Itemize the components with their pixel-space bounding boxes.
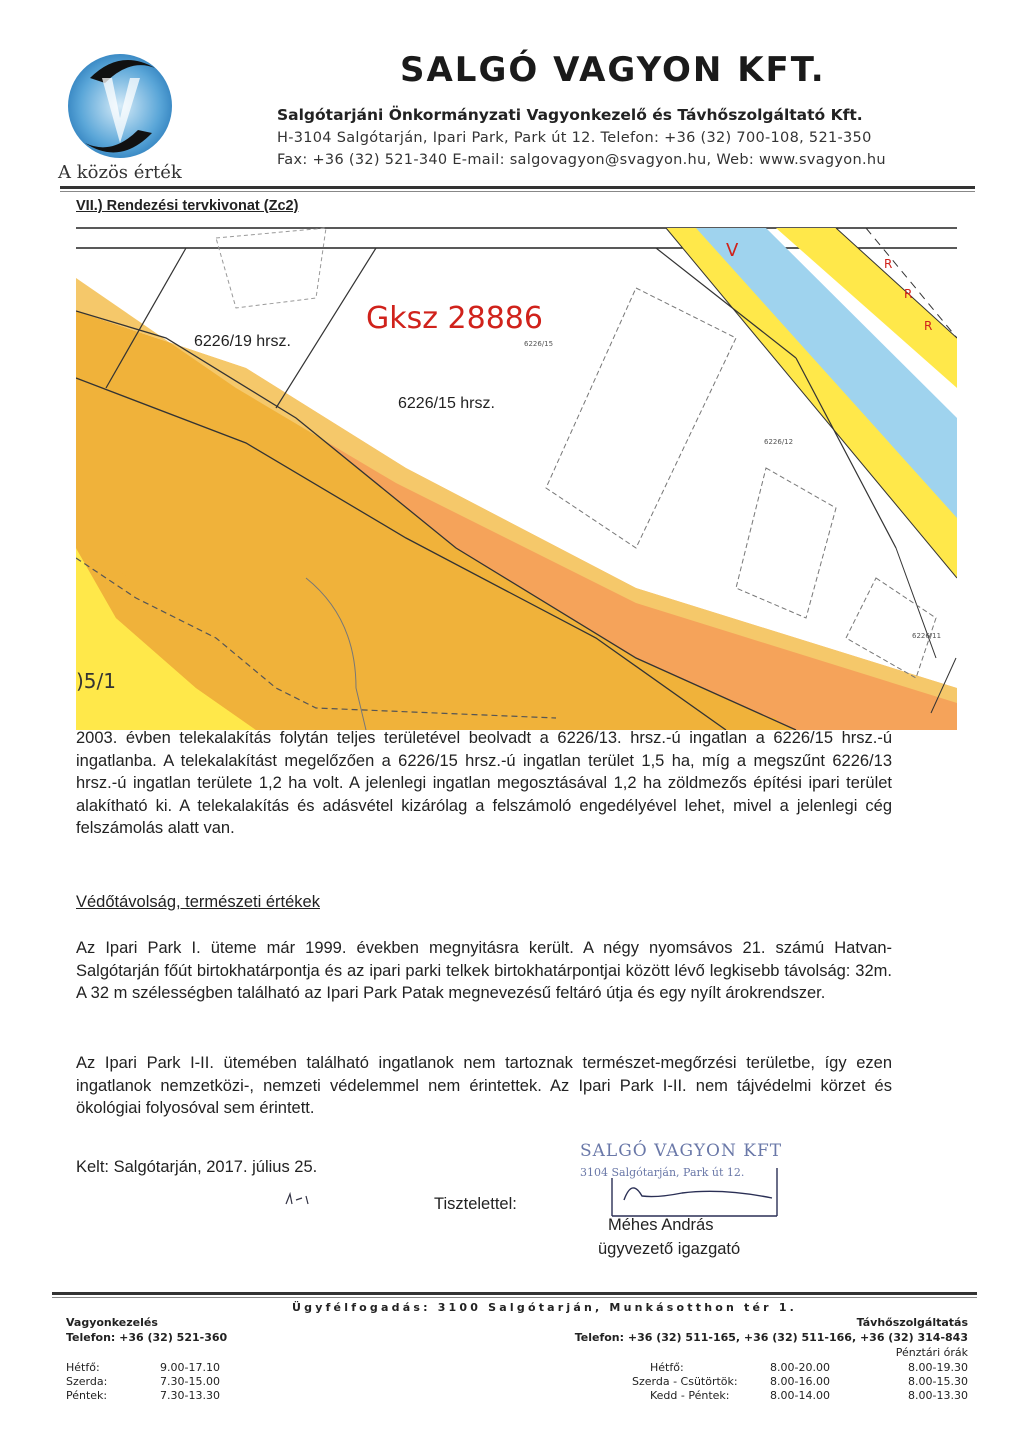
company-fax-email: Fax: +36 (32) 521-340 E-mail: salgovagyon@svagyon.hu, Web: www.svagyon.hu: [277, 152, 886, 168]
initials-signature: [282, 1186, 322, 1210]
footer-left-time: 7.30-15.00: [160, 1375, 220, 1388]
map-parcel-19: 6226/19 hrsz.: [194, 333, 291, 350]
company-name: SALGÓ VAGYON KFT.: [400, 50, 826, 90]
footer-right-day: Szerda - Csütörtök:: [632, 1375, 738, 1388]
paragraph-land-division: 2003. évben telekalakítás folytán teljes területével beolvadt a 6226/13. hrsz.-ú ingatlan a 6226/15 hrsz.-ú ingatlanba. A telekalakítást megelőzően a 6226/15 hrsz.-ú ingatlan terület 1,5 ha, míg a megszűnt 6226/13 hrsz.-ú ingatlan területe 1,2 ha volt. A jelenlegi ingatlan megosztásával 1,2 ha zöldmezős építési ipari terület alakítható ki. A telekalakítás és adásvétel kizárólag a felszámoló engedélyével lehet, mivel a jelenlegi cég felszámolás alatt van.: [76, 729, 892, 837]
footer-left-day: Hétfő:: [66, 1361, 100, 1374]
footer-left-time: 9.00-17.10: [160, 1361, 220, 1374]
section-title: VII.) Rendezési tervkivonat (Zc2): [76, 198, 299, 214]
footer-right-time: 8.00-14.00: [770, 1389, 830, 1402]
svg-text:3104 Salgótarján, Park út 12.: 3104 Salgótarján, Park út 12.: [580, 1166, 745, 1179]
map-road-letter: V: [726, 240, 739, 261]
svg-text:SALGÓ VAGYON KFT: SALGÓ VAGYON KFT: [580, 1141, 783, 1161]
footer-left-day: Péntek:: [66, 1389, 108, 1402]
date-line: Kelt: Salgótarján, 2017. július 25.: [76, 1158, 318, 1176]
footer-divider-thin: [52, 1297, 977, 1298]
closing-regards: Tisztelettel:: [434, 1195, 517, 1213]
footer-right-cashier: 8.00-13.30: [908, 1389, 968, 1402]
company-subtitle: Salgótarjáni Önkormányzati Vagyonkezelő és Távhőszolgáltató Kft.: [277, 106, 863, 124]
map-r-mark: R: [884, 257, 893, 271]
map-parcel-small-11: 6226/11: [912, 632, 942, 640]
footer-right-time: 8.00-20.00: [770, 1361, 830, 1374]
map-r-mark: R: [904, 287, 913, 301]
footer-left-time: 7.30-13.30: [160, 1389, 220, 1402]
footer-cashier-label: Pénztári órák: [895, 1346, 968, 1359]
footer-left-title: Vagyonkezelés: [66, 1316, 158, 1329]
map-parcel-small-12: 6226/12: [764, 438, 794, 446]
footer-right-time: 8.00-16.00: [770, 1375, 830, 1388]
map-parcel-small: 6226/15: [524, 340, 554, 348]
footer-right-title: Távhőszolgáltatás: [856, 1316, 968, 1329]
signer-name: Méhes András: [608, 1216, 714, 1234]
heading-protection: Védőtávolság, természeti értékek: [76, 893, 320, 911]
footer-left-phone: Telefon: +36 (32) 521-360: [66, 1331, 228, 1344]
signer-title: ügyvezető igazgató: [598, 1240, 741, 1258]
footer-right-phone: Telefon: +36 (32) 511-165, +36 (32) 511-166, +36 (32) 314-843: [574, 1331, 968, 1344]
map-edge-label: )5/1: [76, 669, 116, 693]
company-stamp: [572, 1138, 792, 1228]
paragraph-distance: Az Ipari Park I. üteme már 1999. években megnyitásra került. A négy nyomsávos 21. számú Hatvan-Salgótarján főút birtokhatárpontja és az ipari parki telkek birtokhatárpontjai között lévő legkisebb távolság: 32m. A 32 m szélességben található az Ipari Park Patak megnevezésű feltáró útja és egy nyílt árokrendszer.: [76, 939, 892, 1002]
map-zone-label: Gksz 28886: [366, 301, 543, 336]
zoning-map: [76, 218, 957, 730]
header-divider-thin: [60, 191, 975, 192]
footer-right-day: Kedd - Péntek:: [650, 1389, 730, 1402]
company-address: H-3104 Salgótarján, Ipari Park, Park út 12. Telefon: +36 (32) 700-108, 521-350: [277, 130, 872, 146]
footer-divider: [52, 1292, 977, 1295]
footer-customer-service: Ügyfélfogadás: 3100 Salgótarján, Munkásotthon tér 1.: [292, 1301, 798, 1314]
map-r-mark: R: [924, 319, 933, 333]
footer-right-cashier: 8.00-15.30: [908, 1375, 968, 1388]
header-divider: [60, 186, 975, 189]
map-parcel-15: 6226/15 hrsz.: [398, 395, 495, 412]
footer-left-day: Szerda:: [66, 1375, 108, 1388]
logo-caption: A közös érték: [58, 162, 182, 183]
footer-right-cashier: 8.00-19.30: [908, 1361, 968, 1374]
paragraph-nature: Az Ipari Park I-II. ütemében található ingatlanok nem tartoznak természet-megőrzési területbe, így ezen ingatlanok nemzetközi-, nemzeti védelemmel nem érintettek. Az Ipari Park I-II. nem tájvédelmi körzet és ökológiai folyosóval sem érintett.: [76, 1054, 892, 1117]
footer-right-day: Hétfő:: [650, 1361, 684, 1374]
